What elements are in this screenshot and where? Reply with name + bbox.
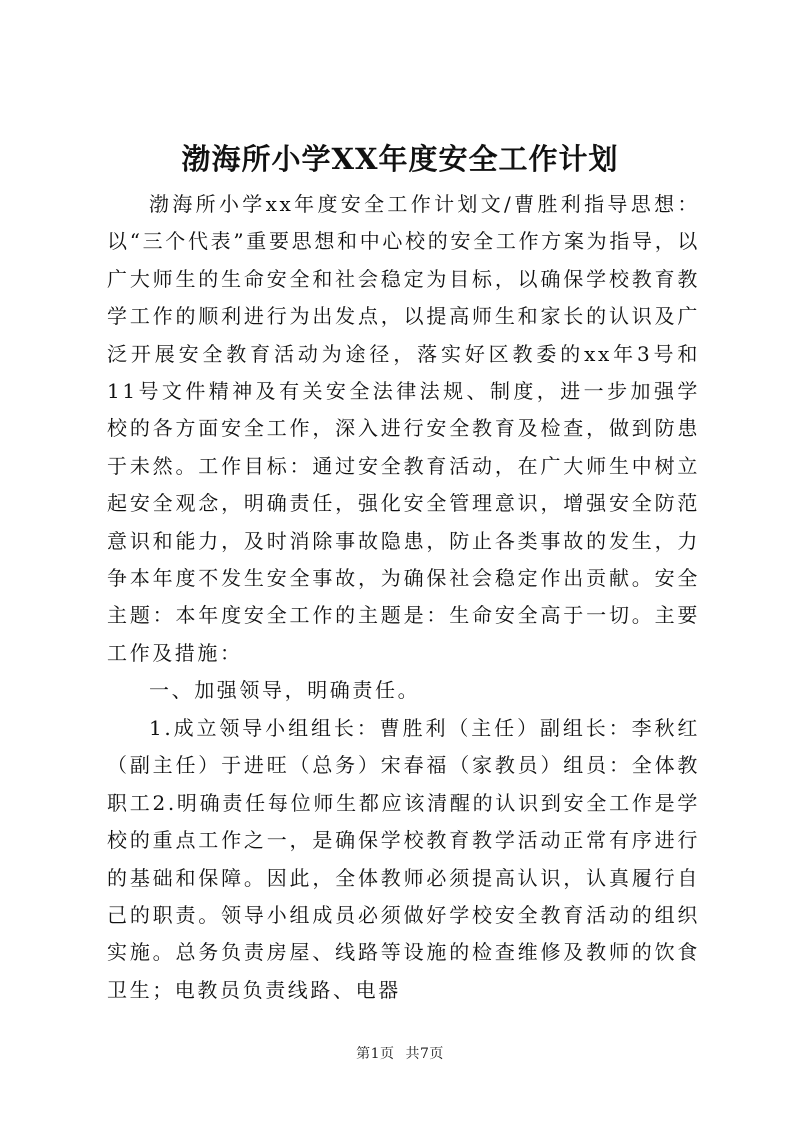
page-number: 第1页 <box>356 1046 395 1062</box>
paragraph-section-heading: 一、加强领导，明确责任。 <box>149 678 421 702</box>
page-footer <box>0 1043 800 1063</box>
document-title: 渤海所小学XX年度安全工作计划 <box>181 142 619 176</box>
paragraph-guiding-ideology: 渤海所小学xx年度安全工作计划文/曹胜利指导思想：以“三个代表”重要思想和中心校的安全工作方案为指导，以广大师生的生命安全和社会稳定为目标，以确保学校教育教学工作的顺利进行为出发点，以提高师生和家长的认识及广泛开展安全教育活动为途径，落实好区教委的xx年3号和11号文件精神及有关安全法律法规、制度，进一步加强学校的各方面安全工作，深入进行安全教育及检查，做到防患于未然。工作目标：通过安全教育活动，在广大师生中树立起安全观念，明确责任，强化安全管理意识，增强安全防范意识和能力，及时消除事故隐患，防止各类事故的发生，力争本年度不发生安全事故，为确保社会稳定作出贡献。安全主题：本年度安全工作的主题是：生命安全高于一切。主要工作及措施： <box>107 192 700 665</box>
page-total: 共7页 <box>405 1046 444 1062</box>
paragraph-leadership-group: 1.成立领导小组组长：曹胜利（主任）副组长：李秋红（副主任）于进旺（总务）宋春福（家教员）组员：全体教职工2.明确责任每位师生都应该清醒的认识到安全工作是学校的重点工作之一，是确保学校教育教学活动正常有序进行的基础和保障。因此，全体教师必须提高认识，认真履行自己的职责。领导小组成员必须做好学校安全教育活动的组织实施。总务负责房屋、线路等设施的检查维修及教师的饮食卫生；电教员负责线路、电器 <box>107 716 700 1002</box>
